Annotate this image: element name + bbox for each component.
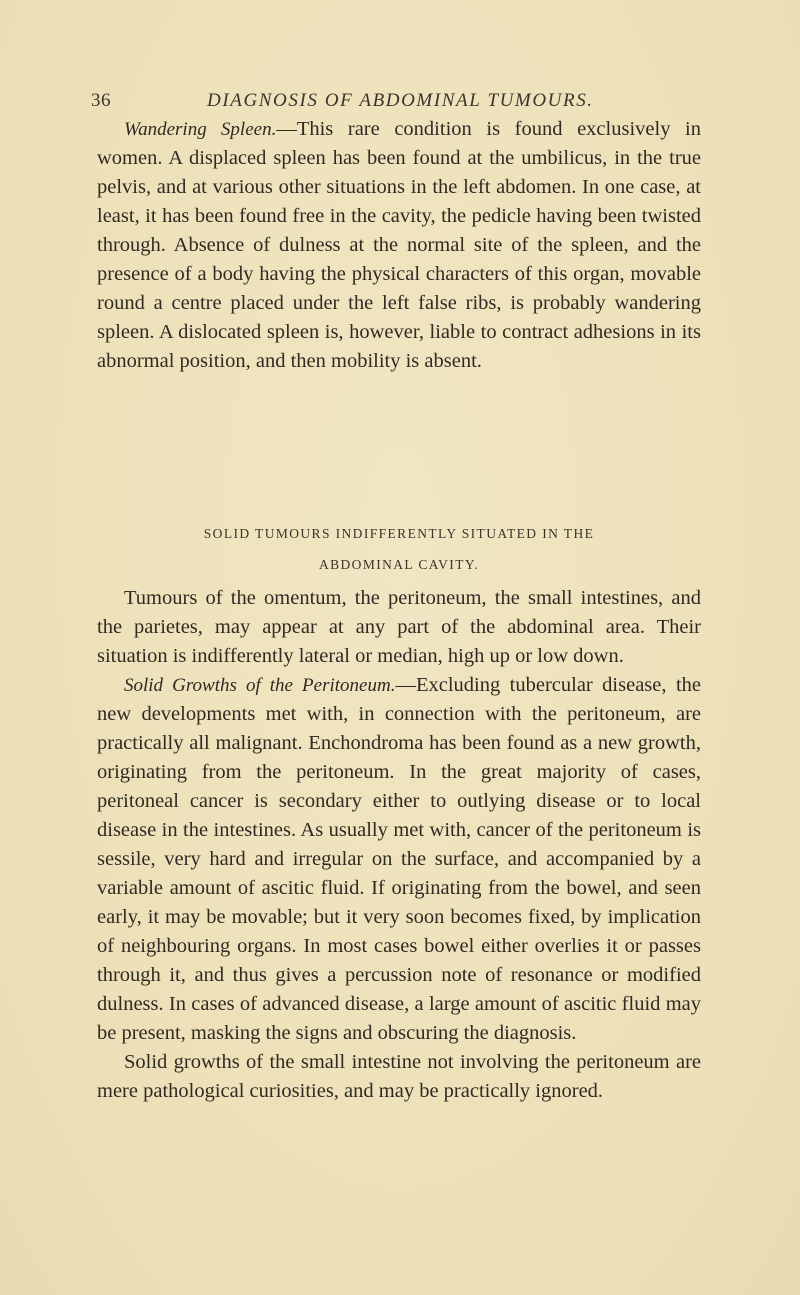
section-heading-line-1: SOLID TUMOURS INDIFFERENTLY SITUATED IN THE <box>203 526 595 541</box>
section-solid-tumours <box>97 584 701 1106</box>
page-number: 36 <box>91 90 111 111</box>
paragraph-intro: Tumours of the omentum, the peritoneum, the small intestines, and the parietes, may appear at any part of the abdominal area. Their situation is indifferently lateral or median, high up or low down. <box>97 587 701 667</box>
paragraph-text: —Excluding tubercular disease, the new developments met with, in connection with the peritoneum, are practically all malignant. Enchondroma has been found as a new growth, originating from the peritoneum. In the great majority of cases, peritoneal cancer is secondary either to outlying disease or to local disease in the intestines. As usually met with, cancer of the peritoneum is sessile, very hard and irregular on the surface, and accompanied by a variable amount of ascitic fluid. If originating from the bowel, and seen early, it may be movable; but it very soon becomes fixed, by implication of neighbouring organs. In most cases bowel either overlies it or passes through it, and thus gives a percussion note of resonance or modified dulness. In cases of advanced disease, a large amount of ascitic fluid may be present, masking the signs and obscuring the diagnosis. <box>97 674 701 1044</box>
run-in-heading: Solid Growths of the Peritoneum. <box>124 675 396 696</box>
paragraph-small-intestine: Solid growths of the small intestine not involving the peritoneum are mere pathological curiosities, and may be practically ignored. <box>97 1051 701 1102</box>
section-heading-line-2: ABDOMINAL CAVITY. <box>318 557 480 572</box>
section-wandering-spleen <box>97 115 701 376</box>
run-in-heading: Wandering Spleen. <box>124 119 277 140</box>
paragraph-wandering-spleen <box>97 115 701 376</box>
running-head-title: DIAGNOSIS OF ABDOMINAL TUMOURS. <box>207 90 594 111</box>
paragraph-peritoneum <box>97 671 701 1048</box>
section-heading <box>97 518 701 580</box>
paragraph-text: —This rare condition is found exclusively in women. A displaced spleen has been found at the umbilicus, in the true pelvis, and at various other situations in the left abdomen. In one case, at least, it has been found free in the cavity, the pedicle having been twisted through. Absence of dulness at the normal site of the spleen, and the presence of a body having the physical characters of this organ, movable round a centre placed under the left false ribs, is probably wandering spleen. A dislocated spleen is, however, liable to contract adhesions in its abnormal position, and then mobility is absent. <box>97 118 701 372</box>
